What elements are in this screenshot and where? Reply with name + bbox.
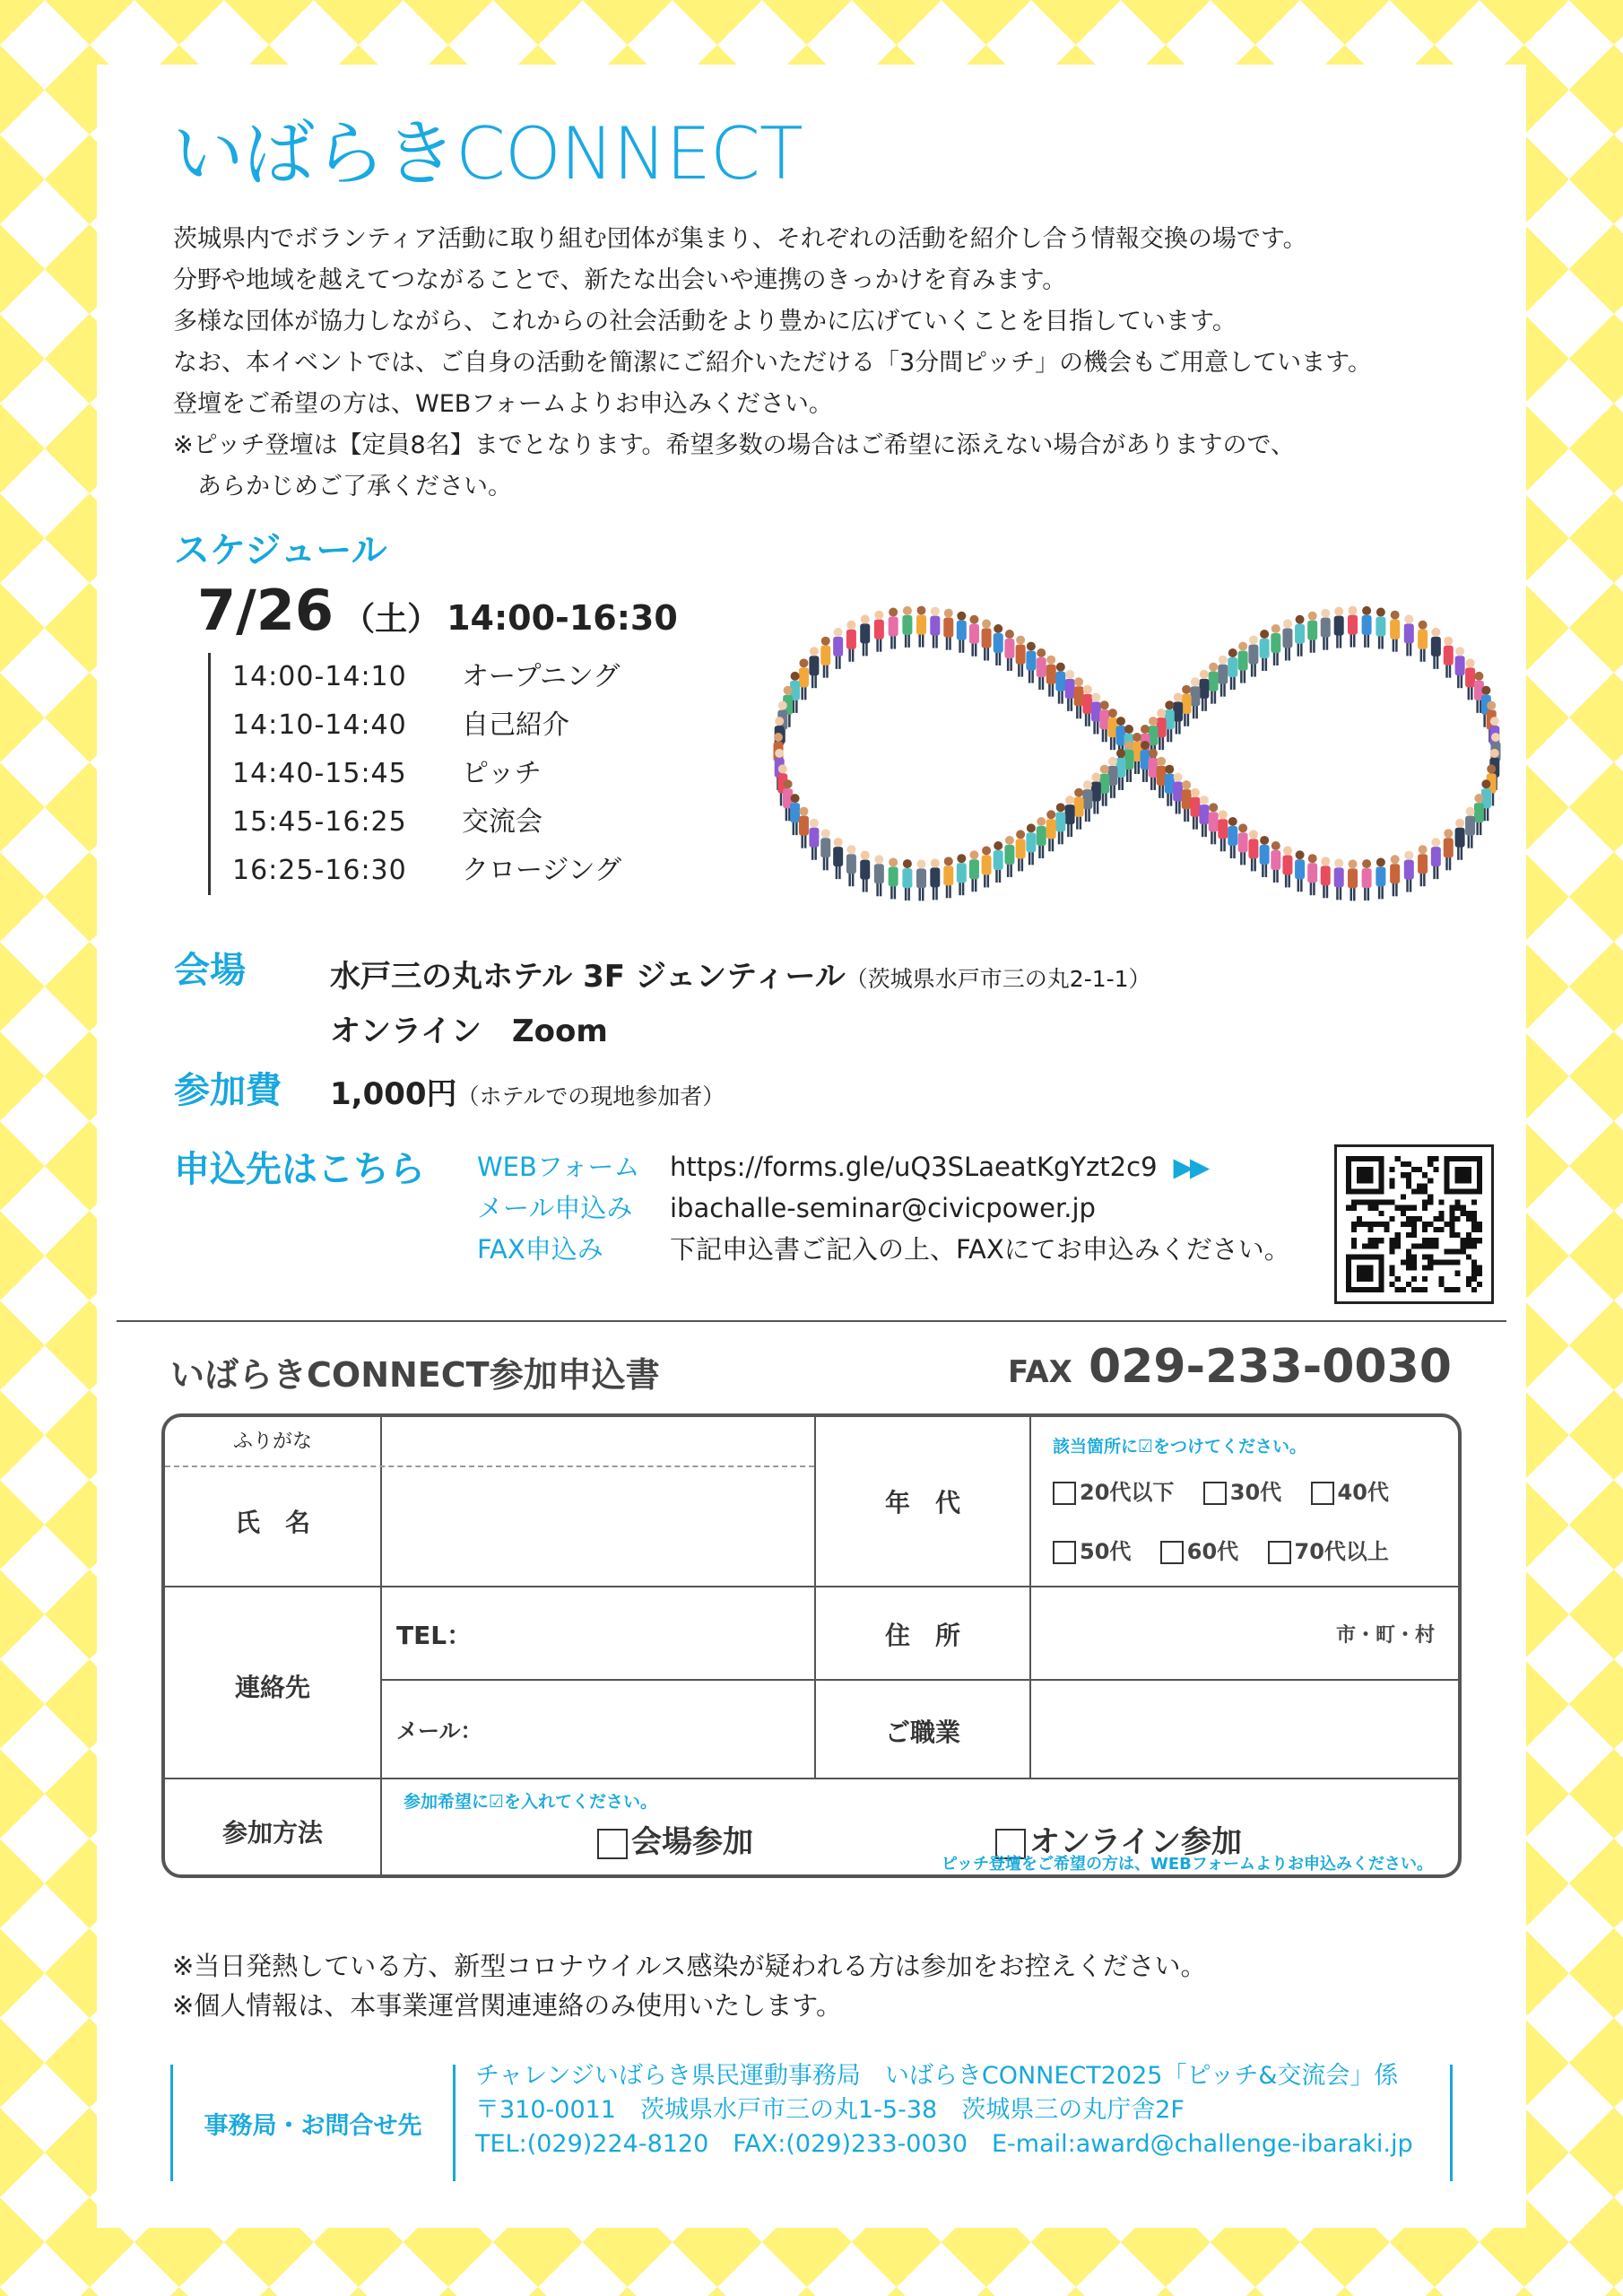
- contact-line: TEL:(029)224-8120 FAX:(029)233-0030 E-mail:award@challenge-ibaraki.jp: [475, 2130, 1413, 2158]
- person-figure: [860, 851, 870, 892]
- event-title: いばらきCONNECT: [172, 112, 803, 196]
- arrow-icon: ▶▶: [1173, 1152, 1207, 1182]
- person-figure: [1091, 772, 1101, 813]
- person-figure: [930, 607, 940, 648]
- person-figure: [1307, 854, 1317, 895]
- person-figure: [1348, 859, 1358, 900]
- schedule-time: 14:40-15:45: [232, 758, 407, 789]
- tel-field[interactable]: [479, 1593, 811, 1675]
- person-figure: [1190, 677, 1200, 718]
- person-figure: [1218, 810, 1228, 851]
- age-option-label: 70代以上: [1294, 1539, 1389, 1564]
- schedule-item: [232, 750, 621, 798]
- note-line: ※個人情報は、本事業運営関連連絡のみ使用いたします。: [172, 1990, 842, 2021]
- checkbox-icon: [1203, 1482, 1227, 1505]
- checkbox-icon: [1053, 1482, 1076, 1505]
- contact-label: 連絡先: [234, 1673, 310, 1702]
- mail-link[interactable]: ibachalle-seminar@civicpower.jp: [670, 1193, 1096, 1223]
- person-figure: [1190, 788, 1200, 830]
- intro-line: 分野や地域を越えてつながることで、新たな出会いや連携のきっかけを育みます。: [173, 266, 1067, 294]
- person-figure: [1376, 857, 1385, 899]
- qr-code-graphic: [1346, 1156, 1482, 1292]
- schedule-item: [232, 847, 621, 895]
- people-infinity-illustration: [742, 529, 1532, 978]
- person-figure: [969, 850, 979, 891]
- checkbox-icon: [1053, 1541, 1076, 1564]
- person-figure: [943, 609, 953, 650]
- address-suffix: 市・町・村: [1335, 1624, 1435, 1647]
- person-figure: [1465, 658, 1475, 700]
- person-figure: [1055, 663, 1065, 704]
- person-figure: [860, 614, 870, 656]
- person-figure: [1321, 609, 1331, 650]
- person-figure: [1037, 817, 1046, 858]
- person-figure: [1218, 656, 1228, 697]
- name-label: 氏 名: [234, 1508, 310, 1537]
- person-figure: [1238, 642, 1248, 683]
- person-figure: [916, 606, 926, 648]
- person-figure: [1418, 621, 1428, 662]
- person-figure: [846, 621, 856, 662]
- furigana-label: ふりがな: [232, 1431, 312, 1453]
- schedule-time: 14:10-14:40: [232, 709, 407, 741]
- schedule-time: 16:25-16:30: [232, 855, 407, 886]
- person-figure: [969, 615, 979, 657]
- person-figure: [1348, 606, 1358, 648]
- mail-field-label: メール：: [396, 1718, 482, 1744]
- person-figure: [1271, 624, 1280, 665]
- fax-instruction: 下記申込書ご記入の上、FAXにてお申込みください。: [670, 1234, 1290, 1265]
- person-figure: [930, 858, 940, 900]
- date-time: 14:00-16:30: [447, 598, 678, 638]
- person-figure: [1182, 685, 1192, 726]
- person-figure: [1431, 838, 1441, 879]
- checkbox-icon: [1160, 1541, 1184, 1564]
- checkbox-icon: [597, 1829, 628, 1859]
- age-option-label: 20代以下: [1080, 1480, 1175, 1505]
- person-figure: [1260, 836, 1270, 877]
- person-figure: [1209, 663, 1219, 704]
- method-label: 参加方法: [221, 1818, 323, 1848]
- person-figure: [799, 807, 809, 848]
- person-figure: [1431, 628, 1441, 669]
- person-figure: [1404, 614, 1414, 656]
- person-figure: [1074, 677, 1084, 718]
- fee-note: （ホテルでの現地参加者）: [456, 1083, 725, 1109]
- person-figure: [1321, 857, 1331, 898]
- person-figure: [833, 838, 843, 879]
- checkbox-icon: [1311, 1482, 1334, 1505]
- age-option[interactable]: [1053, 1539, 1131, 1564]
- contact-label: 事務局・お問合せ先: [170, 2065, 456, 2181]
- cut-line: [117, 1320, 1506, 1322]
- person-figure: [916, 859, 926, 900]
- venue-online: オンライン Zoom: [330, 1013, 608, 1049]
- person-figure: [1026, 823, 1036, 865]
- person-figure: [833, 628, 843, 669]
- schedule-label: クロージング: [462, 855, 622, 886]
- person-figure: [994, 624, 1003, 665]
- person-figure: [1418, 845, 1428, 886]
- person-figure: [1390, 611, 1400, 652]
- notes: [172, 1946, 1207, 2025]
- apply-fax-row: [477, 1229, 1290, 1270]
- person-figure: [790, 794, 800, 835]
- form-title: いばらきCONNECT参加申込書: [170, 1355, 660, 1395]
- address-label: 住 所: [884, 1621, 960, 1650]
- person-figure: [809, 647, 819, 688]
- intro-line: あらかじめご了承ください。: [173, 473, 512, 500]
- person-figure: [943, 857, 953, 898]
- date-weekday: （土）: [343, 601, 440, 638]
- person-figure: [1082, 780, 1092, 822]
- person-figure: [1199, 670, 1209, 711]
- fax-prefix: FAX: [1008, 1354, 1072, 1390]
- person-figure: [1271, 841, 1280, 883]
- age-label: 年 代: [884, 1488, 960, 1518]
- tel-label: TEL：: [396, 1621, 473, 1650]
- mail-label: メール申込み: [477, 1193, 633, 1223]
- form-fax: [1008, 1340, 1452, 1394]
- age-option[interactable]: [1160, 1539, 1238, 1564]
- person-figure: [1082, 685, 1092, 726]
- schedule-item: [232, 701, 621, 750]
- age-option[interactable]: [1053, 1480, 1174, 1505]
- person-figure: [799, 658, 809, 700]
- person-figure: [1362, 606, 1372, 648]
- venue-info: [330, 951, 1151, 1057]
- apply-heading: 申込先はこちら: [174, 1149, 425, 1190]
- person-figure: [809, 819, 819, 860]
- online-option-label: オンライン参加: [1029, 1824, 1242, 1860]
- intro-line: ※ピッチ登壇は【定員8名】までとなります。希望多数の場合はご希望に添えない場合がありますので、: [173, 431, 1296, 459]
- person-figure: [1046, 810, 1056, 851]
- person-figure: [902, 859, 912, 900]
- person-figure: [1074, 788, 1084, 830]
- person-figure: [1474, 794, 1484, 835]
- person-figure: [889, 857, 898, 899]
- person-figure: [1046, 656, 1056, 697]
- person-figure: [1004, 836, 1014, 877]
- schedule-label: オープニング: [462, 661, 621, 692]
- method-hint: 参加希望に☑を入れてください。: [404, 1792, 658, 1812]
- person-figure: [1065, 670, 1075, 711]
- person-figure: [1260, 630, 1270, 671]
- person-figure: [1455, 819, 1465, 860]
- person-figure: [1228, 648, 1237, 690]
- intro-line: 茨城県内でボランティア活動に取り組む団体が集まり、それぞれの活動を紹介し合う情報交換の場です。: [173, 225, 1307, 253]
- web-form-label: WEBフォーム: [477, 1152, 640, 1182]
- person-figure: [957, 854, 967, 895]
- person-figure: [1334, 607, 1344, 648]
- person-figure: [1016, 636, 1026, 677]
- venue-option[interactable]: [597, 1817, 753, 1861]
- age-option-label: 60代: [1186, 1539, 1239, 1564]
- person-figure: [1026, 642, 1036, 683]
- person-figure: [1282, 846, 1292, 887]
- intro-text: [173, 219, 1500, 508]
- method-note: ピッチ登壇をご希望の方は、WEBフォームよりお申込みください。: [941, 1855, 1433, 1874]
- person-figure: [1444, 829, 1454, 870]
- job-label: ご職業: [884, 1718, 960, 1747]
- person-figure: [1037, 648, 1046, 690]
- fax-label: FAX申込み: [477, 1234, 603, 1265]
- person-figure: [1004, 630, 1014, 671]
- schedule-item: [232, 653, 621, 701]
- apply-list: [477, 1146, 1290, 1270]
- person-figure: [982, 620, 992, 661]
- intro-line: なお、本イベントでは、ご自身の活動を簡潔にご紹介いただける「3分間ピッチ」の機会もご用意しています。: [173, 349, 1372, 377]
- person-figure: [820, 829, 830, 870]
- person-figure: [1307, 612, 1317, 653]
- intro-line: 登壇をご希望の方は、WEBフォームよりお申込みください。: [173, 390, 833, 418]
- apply-web-row: [477, 1146, 1290, 1187]
- fee-amount: 1,000円: [330, 1076, 457, 1112]
- person-figure: [820, 637, 830, 678]
- person-figure: [1228, 817, 1237, 858]
- person-figure: [1334, 858, 1344, 900]
- checkbox-icon: [1268, 1541, 1291, 1564]
- furigana-field[interactable]: [384, 1421, 812, 1464]
- schedule-label: 交流会: [462, 806, 542, 838]
- contact-border: [1450, 2065, 1453, 2181]
- event-date: [197, 578, 678, 643]
- schedule-time: 14:00-14:10: [232, 661, 407, 692]
- schedule-label: ピッチ: [462, 758, 542, 789]
- age-options-row2: [1053, 1534, 1389, 1565]
- person-figure: [846, 845, 856, 886]
- flyer-page: [97, 65, 1526, 2228]
- person-figure: [1295, 850, 1305, 891]
- contact-line: チャレンジいばらき県民運動事務局 いばらきCONNECT2025「ピッチ&交流会」係: [475, 2062, 1399, 2090]
- person-figure: [982, 846, 992, 887]
- person-figure: [1465, 807, 1475, 848]
- person-figure: [1209, 803, 1219, 844]
- person-figure: [874, 855, 884, 896]
- web-form-link[interactable]: https://forms.gle/uQ3SLaeatKgYzt2c9: [670, 1152, 1158, 1182]
- contact-line: 〒310-0011 茨城県水戸市三の丸1-5-38 茨城県三の丸庁舎2F: [475, 2096, 1185, 2124]
- age-option-label: 50代: [1080, 1539, 1132, 1564]
- person-figure: [994, 841, 1003, 883]
- person-figure: [1404, 851, 1414, 892]
- job-field[interactable]: [1033, 1684, 1458, 1774]
- contact-box: [170, 2062, 1453, 2181]
- fee-info: [330, 1069, 725, 1113]
- age-options-row1: [1053, 1474, 1389, 1506]
- person-figure: [889, 608, 898, 649]
- note-line: ※当日発熱している方、新型コロナウイルス感染が疑われる方は参加をお控えください。: [172, 1951, 1207, 1981]
- person-figure: [1376, 608, 1385, 649]
- person-figure: [1295, 615, 1305, 657]
- person-figure: [902, 606, 912, 648]
- schedule-item: [232, 798, 621, 847]
- age-option[interactable]: [1203, 1480, 1281, 1505]
- apply-mail-row: [477, 1187, 1290, 1229]
- application-form: [161, 1413, 1462, 1878]
- age-option-label: 40代: [1337, 1480, 1389, 1505]
- age-hint: 該当箇所に☑をつけてください。: [1053, 1437, 1307, 1457]
- person-figure: [1362, 859, 1372, 900]
- person-figure: [1199, 796, 1209, 837]
- person-figure: [1390, 855, 1400, 896]
- fee-heading: 参加費: [174, 1070, 282, 1111]
- person-figure: [1238, 823, 1248, 865]
- venue-heading: 会場: [174, 950, 246, 991]
- age-option[interactable]: [1311, 1480, 1389, 1505]
- person-figure: [1016, 830, 1026, 871]
- schedule-time: 15:45-16:25: [232, 806, 407, 838]
- person-figure: [1455, 647, 1465, 688]
- person-figure: [1173, 772, 1183, 813]
- date-value: 7/26: [197, 578, 334, 643]
- person-figure: [1182, 780, 1192, 822]
- schedule-label: 自己紹介: [462, 709, 569, 741]
- venue-option-label: 会場参加: [631, 1824, 753, 1860]
- contact-details: [475, 2059, 1413, 2161]
- schedule-heading: スケジュール: [174, 530, 387, 571]
- person-figure: [874, 611, 884, 652]
- person-figure: [1444, 637, 1454, 678]
- person-figure: [1248, 636, 1258, 677]
- person-figure: [1065, 796, 1075, 837]
- fax-number: 029-233-0030: [1088, 1340, 1452, 1394]
- name-field[interactable]: [384, 1471, 812, 1582]
- venue-name: 水戸三の丸ホテル 3F ジェンティール: [330, 959, 846, 995]
- schedule-list: [208, 653, 621, 895]
- qr-code[interactable]: [1334, 1144, 1494, 1304]
- person-figure: [957, 612, 967, 653]
- mail-field[interactable]: [479, 1684, 811, 1774]
- intro-line: 多様な団体が協力しながら、これからの社会活動をより豊かに広げていくことを目指しています。: [173, 308, 1237, 335]
- person-figure: [1282, 620, 1292, 661]
- age-option-label: 30代: [1229, 1480, 1282, 1505]
- venue-address: （茨城県水戸市三の丸2-1-1）: [845, 966, 1151, 992]
- age-option[interactable]: [1268, 1539, 1389, 1564]
- person-figure: [1248, 830, 1258, 871]
- person-figure: [1055, 803, 1065, 844]
